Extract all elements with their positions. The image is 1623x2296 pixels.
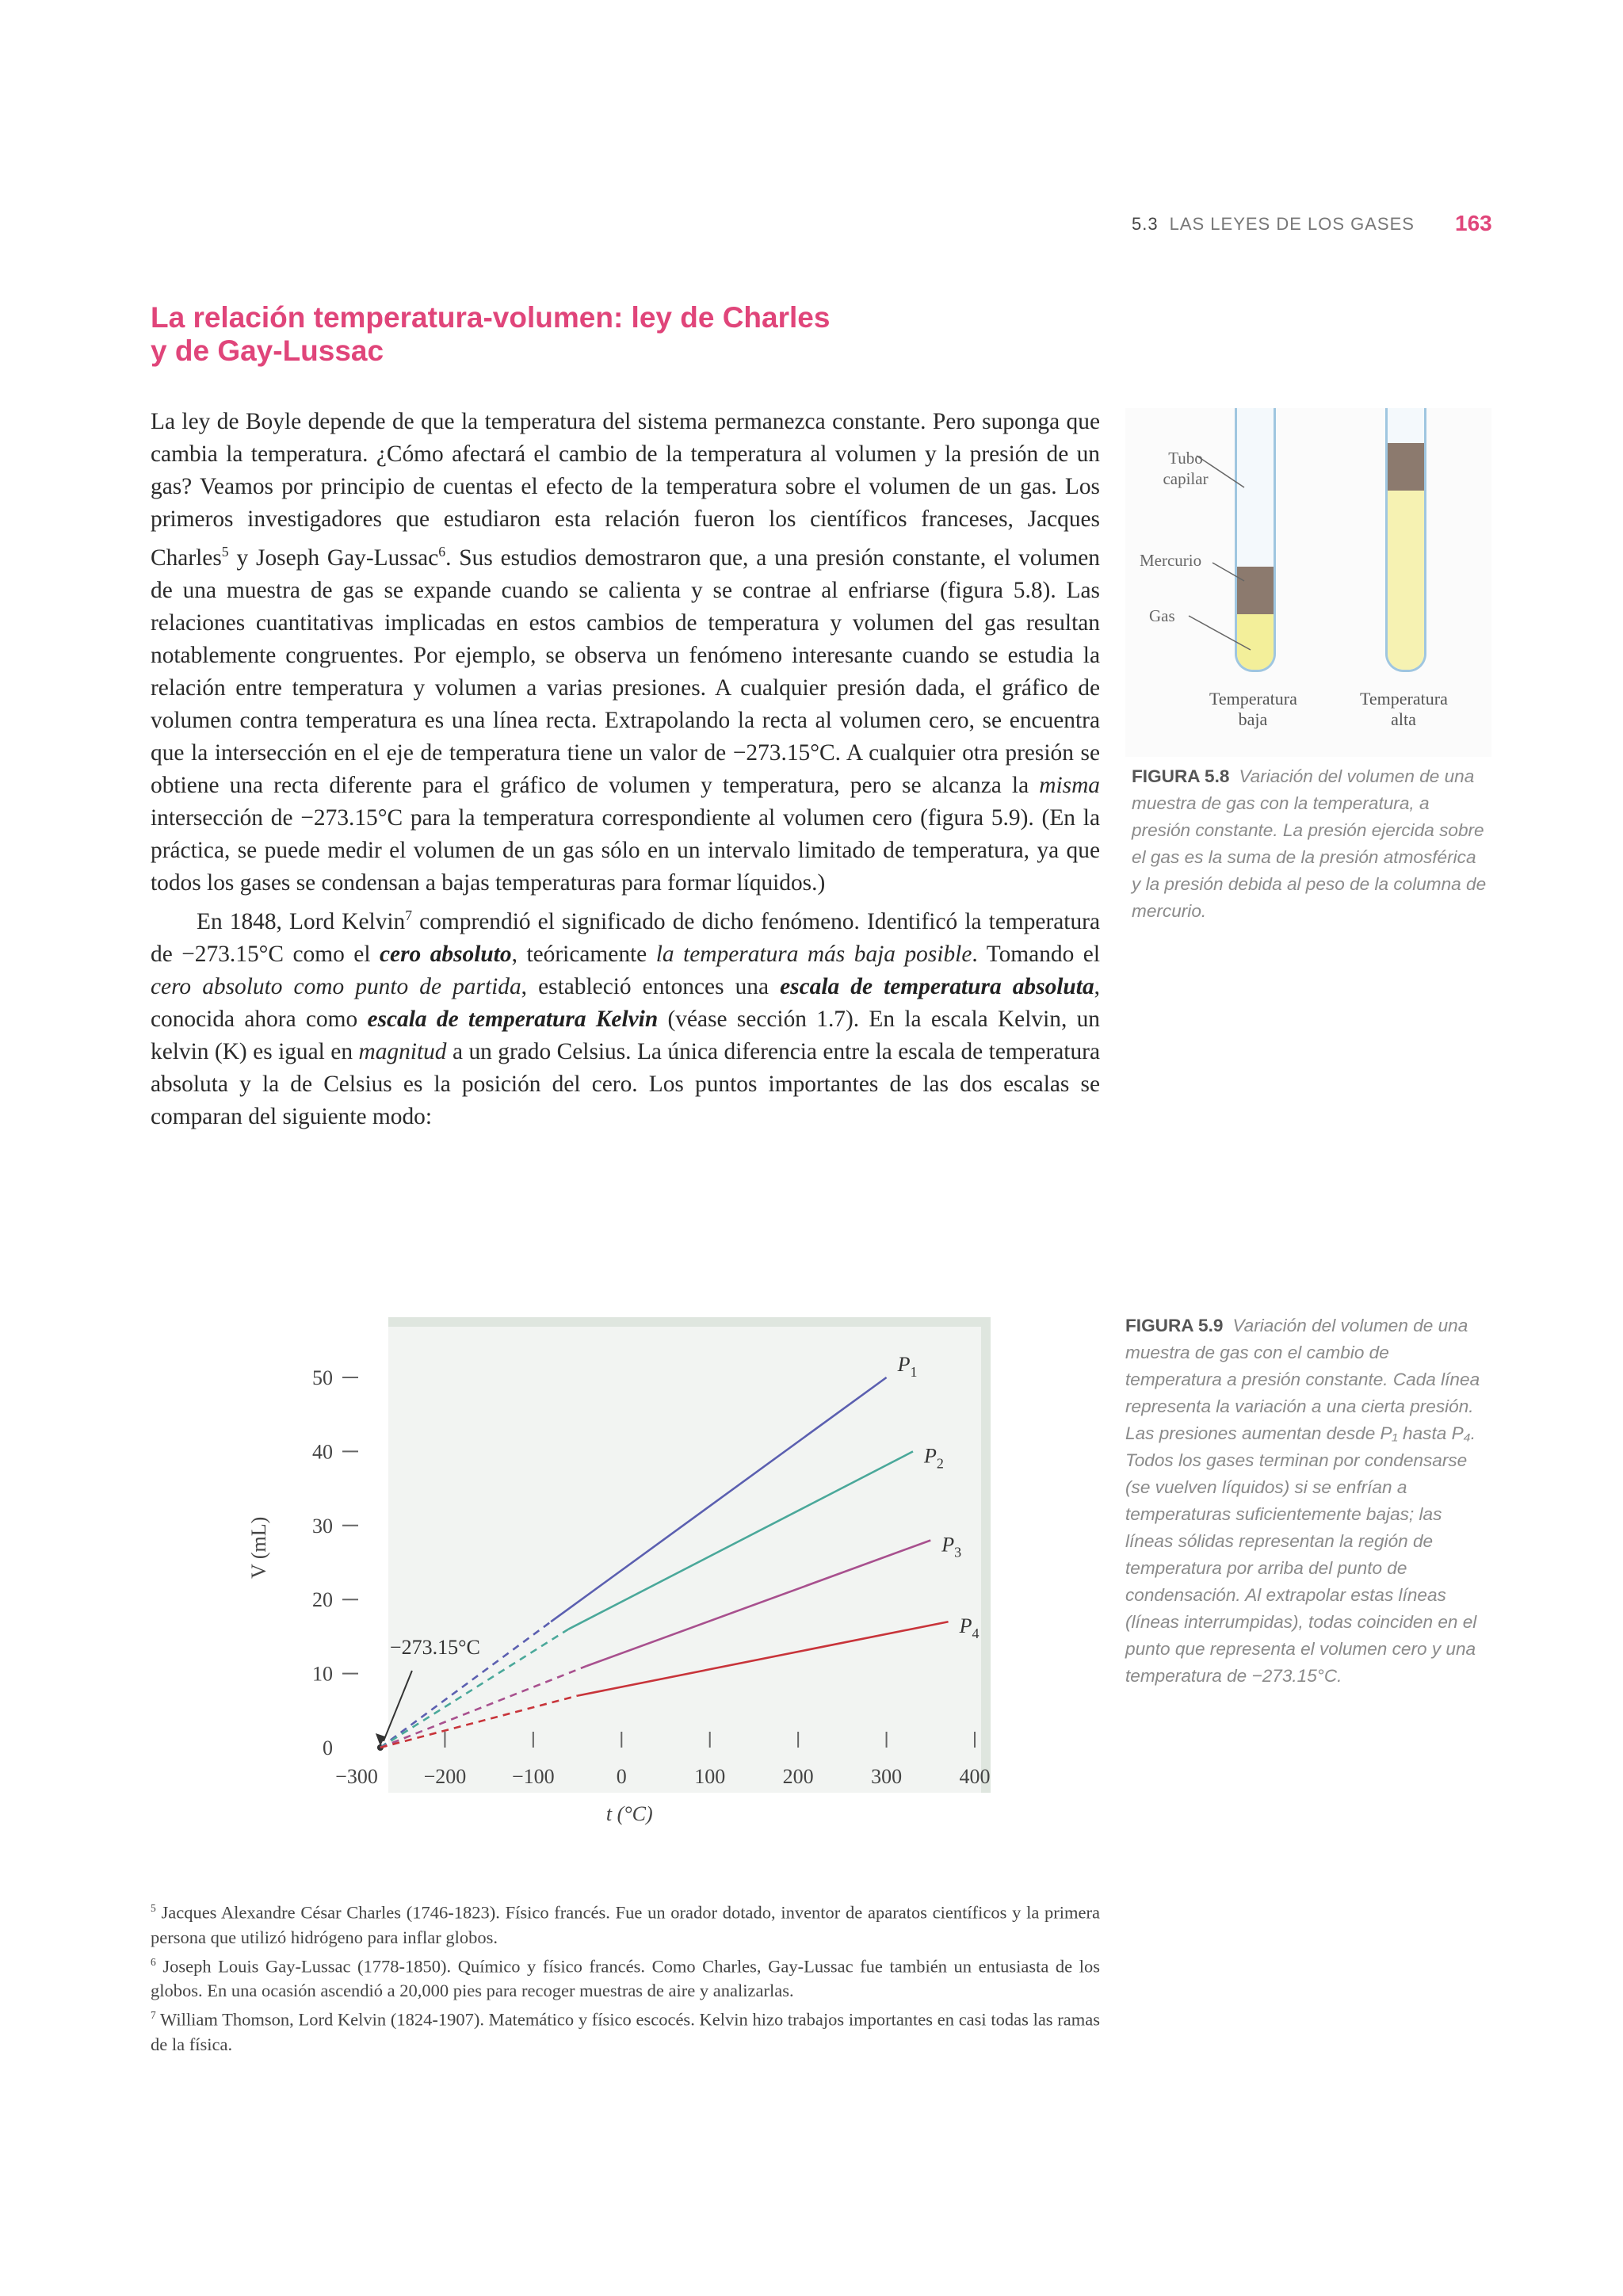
text-run: La ley de Boyle depende de que la temperatura del sistema permanezca constante. Pero suponga que cambia la temperatura. ¿Cómo afectará el cambio de la temperatura al volumen y la presión de un gas? Veamos por principio de cuentas el efecto de la temperatura sobre el volumen de un gas. Los primeros investigadores que estudiaron esta relación fueron los científicos franceses, Jacques Charles [151, 409, 1100, 571]
x-axis-label: t (°C) [605, 1802, 653, 1825]
emphasis: magnitud [358, 1038, 447, 1064]
label-mercury: Mercurio [1140, 551, 1202, 570]
figure-5-8 [1125, 408, 1491, 757]
paragraph-2 [151, 900, 1100, 1133]
section-title: LAS LEYES DE LOS GASES [1169, 214, 1415, 234]
figure-label: FIGURA 5.9 [1125, 1316, 1224, 1335]
y-tick-label: 20 [312, 1588, 333, 1612]
emphasis: cero absoluto como punto de partida [151, 973, 521, 999]
text-run: En 1848, Lord Kelvin [197, 908, 406, 934]
running-header [1132, 214, 1415, 235]
text-run: (véase sección 1.7). En la escala Kelvin, un kelvin (K) es igual en [151, 1006, 1100, 1064]
text-run: , conocida ahora como [151, 973, 1100, 1032]
heading-line-2: y de Gay-Lussac [151, 334, 384, 367]
y-tick-label: 0 [323, 1736, 333, 1759]
x-tick-label: −100 [512, 1765, 555, 1788]
text-run: . Sus estudios demostraron que, a una presión constante, el volumen de una muestra de gas se expande cuando se calienta y se contrae al enfriarse (figura 5.8). Las relaciones cuantitativas implicadas en estos cambios de temperatura y volumen del gas resultan notablemente congruentes. Por ejemplo, se observa un fenómeno interesante cuando se estudia la relación entre temperatura y volumen a varias presiones. A cualquier presión dada, el gráfico de volumen contra temperatura es una línea recta. Extrapolando la recta al volumen cero, se encuentra que la intersección en el eje de temperatura tiene un valor de −273.15°C. A cualquier otra presión se obtiene una recta diferente para el gráfico de volumen y temperatura, pero se alcanza la [151, 544, 1100, 798]
text-run: intersección de −273.15°C para la temperatura correspondiente al volumen cero (figura 5.9). (En la práctica, se puede medir el volumen de un gas sólo en un intervalo limitado de temperatura, ya que todos los gases se condensan a bajas temperaturas para formar líquidos.) [151, 804, 1100, 896]
page-number: 163 [1455, 211, 1492, 235]
figure-label: FIGURA 5.8 [1132, 766, 1230, 786]
x-tick-label: 200 [782, 1765, 814, 1788]
footnote-text: Jacques Alexandre César Charles (1746-1823). Físico francés. Fue un orador dotado, inventor de aparatos científicos y la primera persona que utilizó hidrógeno para inflar globos. [151, 1902, 1100, 1947]
x-tick-label: 300 [871, 1765, 903, 1788]
text-run: y Joseph Gay-Lussac [228, 544, 439, 571]
caption-text: Variación del volumen de una muestra de gas con la temperatura, a presión constante. La presión ejercida sobre el gas es la suma de la presión atmosférica y la presión debida al peso de la columna de mercurio. [1132, 766, 1487, 921]
x-tick-label: −200 [423, 1765, 467, 1788]
x-tick-label: 400 [959, 1765, 991, 1788]
x-tick-label: 100 [694, 1765, 726, 1788]
key-term-absolute-scale: escala de temperatura absoluta [780, 973, 1094, 999]
key-term-kelvin-scale: escala de temperatura Kelvin [367, 1006, 659, 1032]
footnote-marker: 7 [151, 2009, 156, 2021]
y-tick-label: 40 [312, 1440, 333, 1464]
figure-5-8-caption [1132, 763, 1488, 925]
series-label-p4: $P_4$ [959, 1614, 980, 1642]
footnote-6 [151, 1950, 1100, 2004]
footnote-ref-5[interactable]: 5 [221, 544, 229, 560]
caption-text: Variación del volumen de una muestra de gas con el cambio de temperatura a presión constante. Cada línea representa la variación a una cierta presión. Las presiones aumentan desde P₁ hasta P₄. Todos los gases terminan por condensarse (se vuelven líquidos) si se enfrían a temperaturas suficientemente bajas; las líneas sólidas representan la región de temperatura por arriba del punto de condensación. Al extrapolar estas líneas (líneas interrumpidas), todas coinciden en el punto que representa el volumen cero y una temperatura de −273.15°C. [1125, 1316, 1480, 1686]
footnote-ref-7[interactable]: 7 [405, 907, 413, 923]
key-term-absolute-zero: cero absoluto [380, 941, 512, 967]
x-tick-label: −300 [335, 1765, 378, 1788]
series-label-p3: $P_3$ [941, 1533, 962, 1561]
footnote-ref-6[interactable]: 6 [438, 544, 446, 560]
y-tick-label: 30 [312, 1514, 333, 1538]
heading-line-1: La relación temperatura-volumen: ley de Charles [151, 301, 831, 334]
series-label-p1: $P_1$ [897, 1353, 918, 1380]
footnote-5 [151, 1896, 1100, 1950]
emphasis: misma [1039, 772, 1100, 798]
paragraph-1 [151, 406, 1100, 900]
text-run: . Tomando el [972, 941, 1100, 967]
chart-backdrop-edge [981, 1317, 991, 1793]
footnote-marker: 6 [151, 1955, 156, 1968]
section-number: 5.3 [1132, 214, 1159, 234]
chart-backdrop-edge [388, 1317, 991, 1327]
footnote-7 [151, 2003, 1100, 2057]
footnote-text: William Thomson, Lord Kelvin (1824-1907). Matemático y físico escocés. Kelvin hizo trabajos importantes en casi todas las ramas de la física. [151, 2009, 1100, 2054]
text-run: , teóricamente [511, 941, 656, 967]
figure-5-9-chart [190, 1306, 1006, 1861]
footnotes [151, 1896, 1100, 2057]
text-run: comprendió el significado de dicho fenómeno. Identificó la temperatura de −273.15°C como el [151, 908, 1100, 967]
annotation-label: −273.15°C [389, 1636, 480, 1659]
x-tick-label: 0 [616, 1765, 627, 1788]
y-axis-label: V (mL) [247, 1516, 270, 1579]
label-capillary-tube: Tubo capilar [1163, 449, 1209, 488]
footnote-text: Joseph Louis Gay-Lussac (1778-1850). Químico y físico francés. Como Charles, Gay-Lussac fue también un entusiasta de los globos. En una ocasión ascendió a 20,000 pies para recoger muestras de aire y analizarlas. [151, 1956, 1100, 2000]
chart-svg [190, 1306, 1006, 1861]
emphasis: la temperatura más baja posible [655, 941, 972, 967]
label-high-temperature: Temperatura alta [1360, 689, 1448, 729]
text-run: a un grado Celsius. La única diferencia entre la escala de temperatura absoluta y la de Celsius es la posición del cero. Los puntos importantes de las dos escalas se comparan del siguiente modo: [151, 1038, 1100, 1129]
series-label-p2: $P_2$ [924, 1444, 944, 1472]
y-tick-label: 10 [312, 1662, 333, 1686]
figure-5-9-caption [1125, 1312, 1487, 1690]
text-run: , estableció entonces una [521, 973, 781, 999]
section-heading [151, 301, 1022, 368]
body-text [151, 406, 1100, 1133]
y-tick-label: 50 [312, 1366, 333, 1389]
label-low-temperature: Temperatura baja [1209, 689, 1297, 729]
label-gas: Gas [1149, 606, 1175, 625]
footnote-marker: 5 [151, 1902, 156, 1914]
